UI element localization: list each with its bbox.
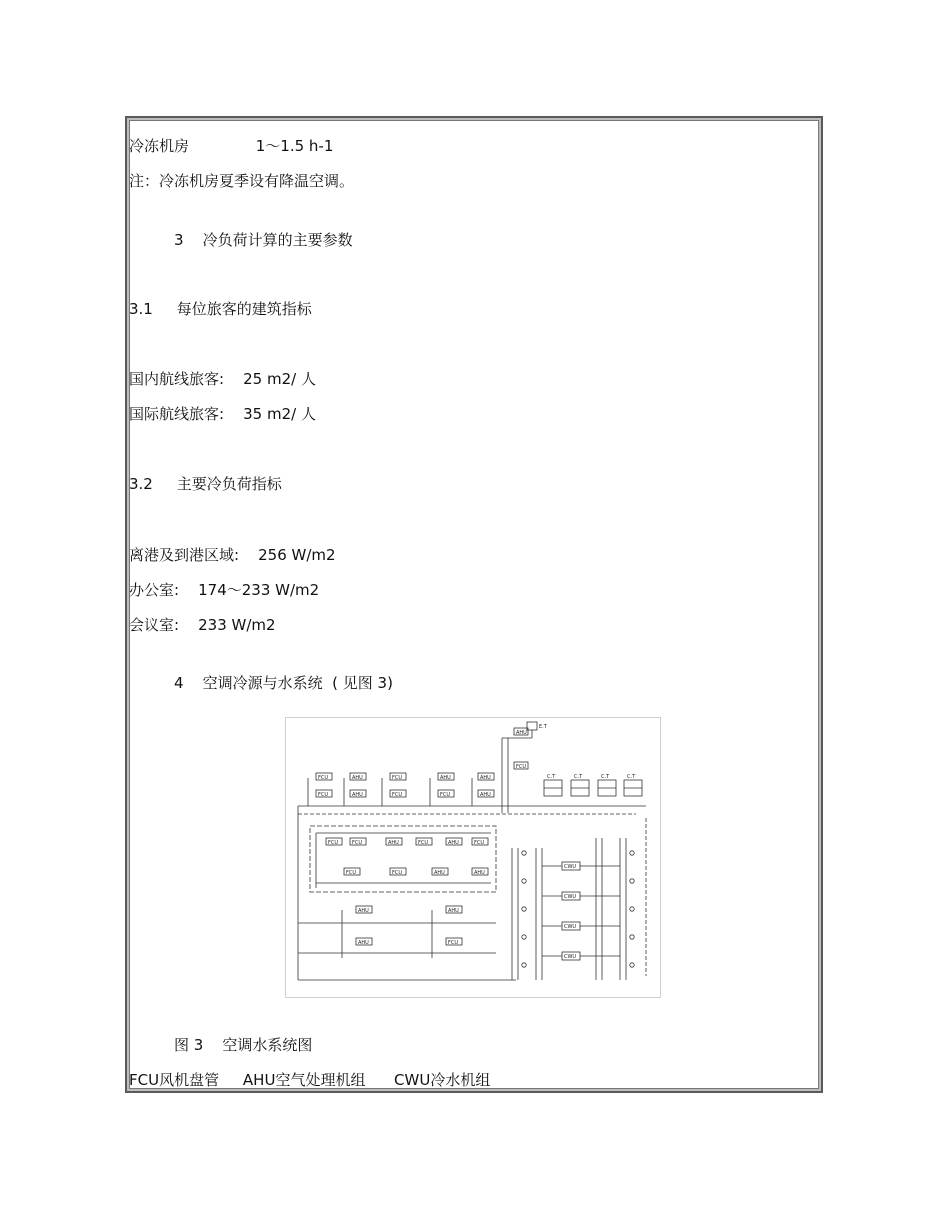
international-passenger-line: 国际航线旅客: 35 m2/ 人 <box>129 405 316 423</box>
section-4-heading: 4 空调冷源与水系统 ( 见图 3) <box>174 674 393 692</box>
legend-line: FCU风机盘管 AHU空气处理机组 CWU冷水机组 <box>129 1071 491 1089</box>
unit-label: FCU <box>392 792 403 798</box>
chiller-label: CWU <box>564 864 577 870</box>
unit-label: AHU <box>516 730 527 736</box>
chiller-label: CWU <box>564 954 577 960</box>
unit-label: AHU <box>352 775 363 781</box>
office-line: 办公室: 174～233 W/m2 <box>129 581 320 599</box>
cooling-tower-label: C.T <box>627 774 636 780</box>
unit-label: AHU <box>358 908 369 914</box>
section-3-heading: 3 冷负荷计算的主要参数 <box>174 231 353 249</box>
figure-caption: 图 3 空调水系统图 <box>174 1036 313 1054</box>
chiller-label: CWU <box>564 894 577 900</box>
unit-label: AHU <box>480 775 491 781</box>
water-system-diagram <box>285 717 661 998</box>
expansion-tank-icon <box>527 722 537 730</box>
water-system-svg <box>286 718 660 997</box>
unit-label: FCU <box>448 940 459 946</box>
chiller-icon <box>562 862 580 960</box>
section-3-2-heading: 3.2 主要冷负荷指标 <box>129 475 282 493</box>
cooling-tower-label: C.T <box>574 774 583 780</box>
pump-icon <box>522 851 634 967</box>
unit-label: AHU <box>352 792 363 798</box>
unit-label: FCU <box>352 840 363 846</box>
unit-label: FCU <box>440 792 451 798</box>
expansion-tank-label: E.T <box>539 724 547 730</box>
unit-label: FCU <box>516 764 527 770</box>
domestic-passenger-line: 国内航线旅客: 25 m2/ 人 <box>129 370 316 388</box>
unit-label: AHU <box>474 870 485 876</box>
ventilation-line: 冷冻机房 1～1.5 h-1 <box>129 137 334 155</box>
unit-label: AHU <box>388 840 399 846</box>
unit-label: AHU <box>358 940 369 946</box>
unit-label: FCU <box>328 840 339 846</box>
unit-label: FCU <box>346 870 357 876</box>
unit-label: FCU <box>418 840 429 846</box>
unit-label: FCU <box>474 840 485 846</box>
unit-label: AHU <box>434 870 445 876</box>
meeting-room-line: 会议室: 233 W/m2 <box>129 616 276 634</box>
unit-label: AHU <box>480 792 491 798</box>
chiller-label: CWU <box>564 924 577 930</box>
unit-label: AHU <box>448 840 459 846</box>
unit-label: FCU <box>392 775 403 781</box>
cooling-tower-label: C.T <box>601 774 610 780</box>
departure-area-line: 离港及到港区域: 256 W/m2 <box>129 546 336 564</box>
unit-label: AHU <box>448 908 459 914</box>
section-3-1-heading: 3.1 每位旅客的建筑指标 <box>129 300 312 318</box>
unit-label: FCU <box>318 792 329 798</box>
cooling-tower-label: C.T <box>547 774 556 780</box>
unit-label: FCU <box>392 870 403 876</box>
cooling-tower-icon <box>544 780 642 796</box>
unit-label: AHU <box>440 775 451 781</box>
unit-label: FCU <box>318 775 329 781</box>
note-line: 注：冷冻机房夏季设有降温空调。 <box>129 172 355 190</box>
